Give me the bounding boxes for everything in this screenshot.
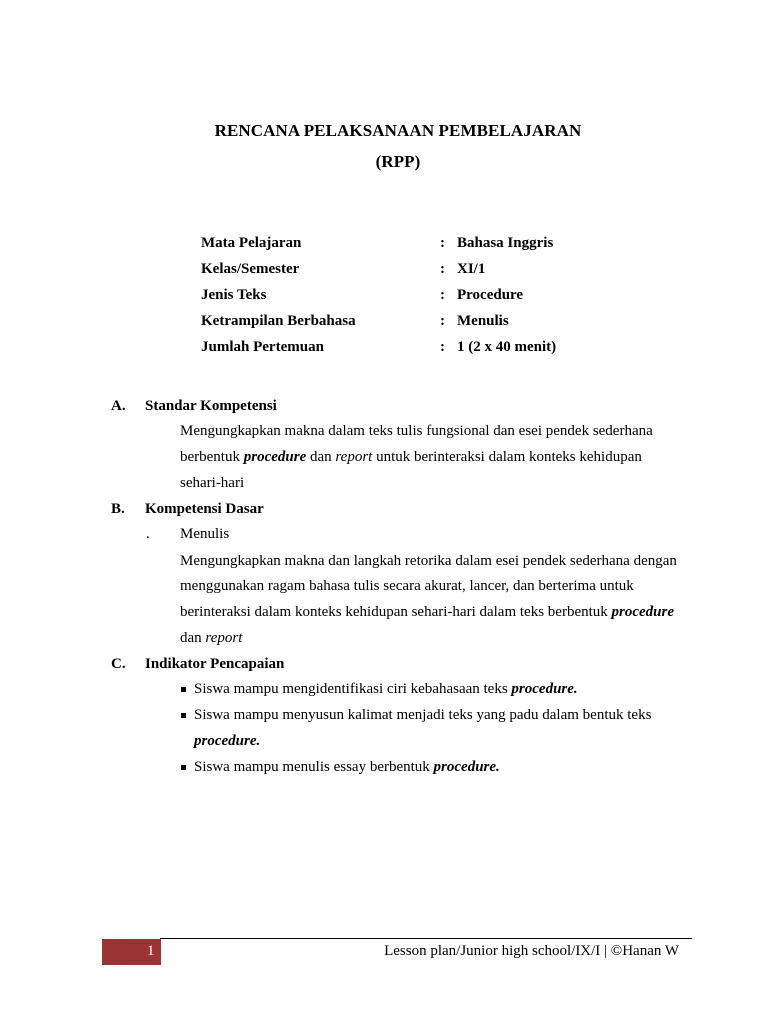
info-label: Ketrampilan Berbahasa <box>201 313 356 329</box>
text-run: berbentuk <box>180 449 244 465</box>
section-a-line-1: Mengungkapkan makna dalam teks tulis fungsional dan esei pendek sederhana <box>180 423 653 439</box>
info-value: Bahasa Inggris <box>457 235 554 251</box>
info-value: Menulis <box>457 313 509 329</box>
section-c-letter: C. <box>111 656 126 672</box>
section-a-letter: A. <box>111 398 126 414</box>
section-b-letter: B. <box>111 501 125 517</box>
emphasis-report: report <box>335 449 373 465</box>
emphasis-report: report <box>205 630 243 646</box>
info-colon: : <box>440 313 445 329</box>
page-number-box <box>102 939 161 965</box>
text-run: untuk berinteraksi dalam konteks kehidupan <box>372 449 642 465</box>
text-run: Siswa mampu menulis essay berbentuk <box>194 759 434 775</box>
square-bullet-icon <box>181 765 186 770</box>
info-label: Jenis Teks <box>201 287 267 303</box>
section-b-dot: . <box>146 526 150 542</box>
text-run: dan <box>180 630 206 646</box>
square-bullet-icon <box>181 687 186 692</box>
info-label: Mata Pelajaran <box>201 235 302 251</box>
emphasis-procedure: procedure <box>611 604 675 620</box>
section-b-line-1: Mengungkapkan makna dan langkah retorika dalam esei pendek sederhana dengan <box>180 553 677 569</box>
indicator-item-1 <box>194 681 578 698</box>
section-b-title: Kompetensi Dasar <box>145 501 264 517</box>
document-title: RENCANA PELAKSANAAN PEMBELAJARAN <box>214 121 582 140</box>
section-b-line-4 <box>180 630 242 647</box>
section-c-title: Indikator Pencapaian <box>145 656 285 672</box>
info-row-meetings <box>0 339 768 361</box>
section-b-line-2: menggunakan ragam bahasa tulis secara akurat, lancer, dan berterima untuk <box>180 578 634 594</box>
section-a-line-3: sehari-hari <box>180 475 245 491</box>
info-colon: : <box>440 287 445 303</box>
text-run: Siswa mampu mengidentifikasi ciri kebahasaan teks <box>194 681 512 697</box>
section-b-line-3 <box>180 604 674 621</box>
indicator-item-2: Siswa mampu menyusun kalimat menjadi teks yang padu dalam bentuk teks <box>194 707 652 723</box>
info-row-subject <box>0 235 768 257</box>
page-number: 1 <box>147 943 155 959</box>
info-value: XI/1 <box>457 261 486 277</box>
emphasis-procedure: procedure. <box>511 681 578 697</box>
info-label: Jumlah Pertemuan <box>201 339 324 355</box>
text-run: berinteraksi dalam konteks kehidupan sehari-hari dalam teks berbentuk <box>180 604 612 620</box>
emphasis-procedure: procedure. <box>433 759 500 775</box>
info-colon: : <box>440 235 445 251</box>
info-row-text-type <box>0 287 768 309</box>
indicator-item-3 <box>194 759 500 776</box>
info-value: Procedure <box>457 287 524 303</box>
footer-divider <box>160 938 692 939</box>
info-row-skill <box>0 313 768 335</box>
info-row-class <box>0 261 768 283</box>
square-bullet-icon <box>181 713 186 718</box>
indicator-item-2-continued: procedure. <box>194 733 261 749</box>
footer-text: Lesson plan/Junior high school/IX/I | ©Hanan W <box>384 943 679 959</box>
info-value: 1 (2 x 40 menit) <box>457 339 557 355</box>
section-a-title: Standar Kompetensi <box>145 398 277 414</box>
info-colon: : <box>440 339 445 355</box>
emphasis-procedure: procedure <box>243 449 307 465</box>
document-subtitle: (RPP) <box>375 152 421 171</box>
info-label: Kelas/Semester <box>201 261 300 277</box>
info-colon: : <box>440 261 445 277</box>
text-run: dan <box>306 449 336 465</box>
section-b-skill: Menulis <box>180 526 230 542</box>
section-a-line-2 <box>180 449 642 466</box>
